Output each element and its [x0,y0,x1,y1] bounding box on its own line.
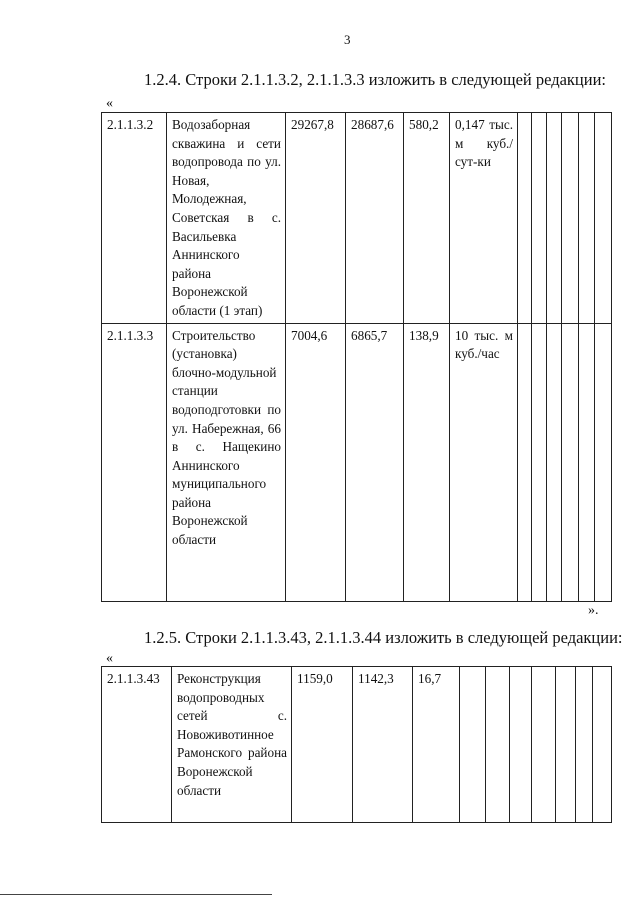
empty-cell [532,113,547,324]
row-capacity: 0,147 тыс. м куб./сут-ки [450,113,518,324]
empty-cell [532,667,556,823]
empty-cell [579,323,595,601]
empty-cell [593,667,612,823]
empty-cell [532,323,547,601]
empty-cell [595,113,612,324]
empty-cell [547,323,562,601]
empty-cell [518,113,532,324]
row-capacity: 10 тыс. м куб./час [450,323,518,601]
open-quote: « [106,96,113,111]
empty-cell [510,667,532,823]
row-value-2: 1142,3 [353,667,413,823]
empty-cell [547,113,562,324]
row-value-1: 1159,0 [292,667,353,823]
row-value-2: 6865,7 [346,323,404,601]
section-heading-1-2-4: 1.2.4. Строки 2.1.1.3.2, 2.1.1.3.3 изложить в следующей редакции: [144,70,607,89]
row-code: 2.1.1.3.2 [102,113,167,324]
table-row-2-1-1-3-43 [101,666,612,823]
empty-cell [579,113,595,324]
row-value-2: 28687,6 [346,113,404,324]
bottom-rule [0,894,272,895]
empty-cell [518,323,532,601]
row-value-3: 138,9 [404,323,450,601]
table-row [102,113,612,324]
row-code: 2.1.1.3.43 [102,667,172,823]
row-value-1: 29267,8 [286,113,346,324]
table-row [102,323,612,601]
close-quote: ». [588,603,599,618]
table-rows-2-1-1-3-2-and-3 [101,112,612,602]
empty-cell [562,113,579,324]
row-description: Строительство (установка) блочно-модульной станции водоподготовки по ул. Набережная, 66 в с. Нащекино Аннинского муниципального района Воронежской области [167,323,286,601]
row-code: 2.1.1.3.3 [102,323,167,601]
row-value-1: 7004,6 [286,323,346,601]
empty-cell [576,667,593,823]
row-value-3: 16,7 [413,667,460,823]
row-capacity [460,667,486,823]
empty-cell [556,667,576,823]
table-row [102,667,612,823]
row-description: Водозаборная скважина и сети водопровода по ул. Новая, Молодежная, Советская в с. Васильевка Аннинского района Воронежской области (1 этап) [167,113,286,324]
empty-cell [562,323,579,601]
section-heading-1-2-5: 1.2.5. Строки 2.1.1.3.43, 2.1.1.3.44 изложить в следующей редакции: [144,628,623,647]
open-quote-2: « [106,651,113,666]
empty-cell [486,667,510,823]
empty-cell [595,323,612,601]
page-number: 3 [344,32,351,47]
row-description: Реконструкция водопроводных сетей с. Новоживотинное Рамонского района Воронежской области [172,667,292,823]
row-value-3: 580,2 [404,113,450,324]
